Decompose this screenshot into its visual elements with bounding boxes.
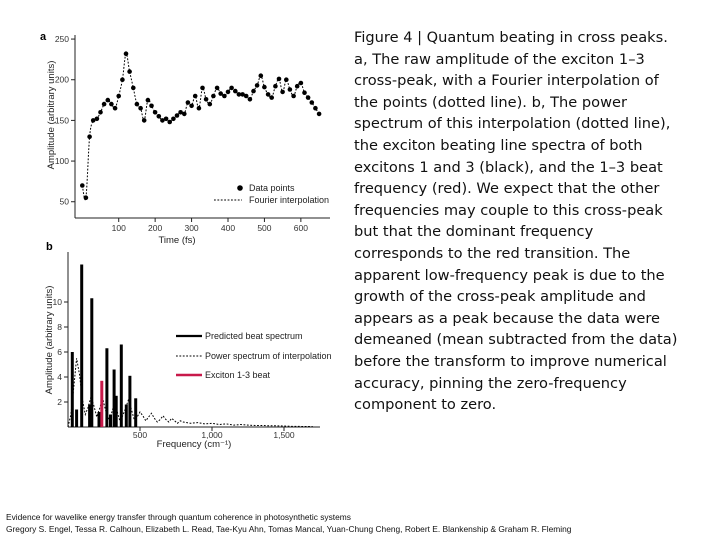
data-point — [189, 104, 194, 109]
data-point — [116, 94, 121, 99]
data-point — [277, 77, 282, 82]
panel-a-x-tick-label: 100 — [111, 223, 126, 233]
panel-a-x-tick-label: 600 — [293, 223, 308, 233]
legend-data-points-marker — [237, 185, 243, 191]
panel-a-y-tick-label: 150 — [54, 115, 69, 126]
data-point — [84, 195, 89, 200]
data-point — [182, 112, 187, 117]
data-point — [113, 106, 118, 111]
panel-a-y-tick-label: 100 — [54, 156, 69, 167]
data-point — [317, 112, 322, 117]
data-point — [299, 81, 304, 86]
panel-b-x-tick-label: 500 — [132, 430, 148, 440]
data-point — [255, 83, 260, 88]
data-point — [138, 106, 143, 111]
data-point — [226, 90, 231, 95]
panel-a-x-label: Time (fs) — [158, 235, 196, 246]
panel-a-x-tick-label: 500 — [257, 223, 272, 233]
data-point — [167, 120, 172, 125]
data-point — [106, 98, 111, 103]
data-point — [248, 97, 253, 102]
paper-title: Evidence for wavelike energy transfer through quantum coherence in photosynthetic systems — [6, 512, 351, 522]
data-point — [208, 102, 213, 107]
data-point — [259, 73, 264, 78]
data-point — [80, 183, 85, 188]
data-point — [124, 51, 129, 56]
data-point — [306, 95, 311, 100]
data-point — [149, 104, 154, 109]
data-point — [222, 94, 227, 99]
data-point — [109, 102, 114, 107]
data-point — [142, 118, 147, 123]
panel-a-x-tick-label: 400 — [220, 223, 236, 233]
data-point — [127, 69, 132, 74]
legend-predicted-beat-label: Predicted beat spectrum — [205, 331, 303, 341]
data-point — [280, 90, 285, 95]
panel-a-label: a — [40, 31, 47, 43]
data-point — [153, 110, 158, 115]
data-point — [164, 117, 169, 122]
data-point — [197, 106, 202, 111]
data-point — [262, 85, 267, 90]
data-point — [295, 84, 300, 89]
data-point — [95, 117, 100, 122]
legend-fourier-interpolation-label: Fourier interpolation — [249, 195, 330, 205]
data-point — [288, 87, 293, 92]
data-point — [175, 113, 180, 118]
data-point — [273, 84, 278, 89]
panel-a — [40, 31, 330, 246]
data-point — [215, 86, 220, 91]
panel-b-y-label: Amplitude (arbitrary units) — [44, 285, 55, 395]
data-point — [200, 86, 205, 91]
panel-a-y-tick-label: 200 — [54, 74, 69, 85]
data-point — [211, 94, 216, 99]
fourier-interpolation-line — [82, 54, 319, 200]
power-spectrum-line — [68, 358, 313, 427]
data-point — [146, 98, 151, 103]
panel-b-label: b — [46, 241, 53, 253]
data-point — [313, 106, 318, 111]
data-point — [229, 86, 234, 91]
figure-panels — [0, 0, 350, 460]
data-point — [171, 117, 176, 122]
panel-a-x-tick-label: 200 — [148, 223, 163, 233]
data-point — [284, 77, 289, 82]
legend-exciton-beat-label: Exciton 1-3 beat — [205, 370, 271, 380]
data-point — [204, 97, 209, 102]
paper-authors: Gregory S. Engel, Tessa R. Calhoun, Elizabeth L. Read, Tae-Kyu Ahn, Tomas Mancal, Yuan-Chung Cheng, Robert E. Blankenship & Graham R. Fleming — [6, 523, 572, 534]
data-point — [269, 95, 274, 100]
data-point — [302, 90, 307, 95]
panel-b-y-tick-label: 2 — [57, 397, 62, 407]
panel-b-x-tick-label: 1,500 — [273, 430, 295, 440]
panel-a-y-label: Amplitude (arbitrary units) — [46, 60, 57, 170]
panel-a-y-tick-label: 250 — [54, 34, 69, 45]
data-point — [157, 114, 162, 119]
panel-b-y-tick-label: 10 — [52, 297, 62, 307]
data-point — [244, 94, 249, 99]
panel-a-y-tick-label: 50 — [59, 196, 69, 207]
data-point — [291, 94, 296, 99]
data-point — [120, 77, 125, 82]
data-point — [186, 100, 191, 105]
data-point — [131, 86, 136, 91]
data-point — [87, 134, 92, 139]
legend-power-spectrum-label: Power spectrum of interpolation — [205, 351, 332, 361]
data-point — [251, 89, 256, 94]
panel-b-x-tick-label: 1,000 — [201, 430, 223, 440]
panel-a-x-tick-label: 300 — [184, 223, 199, 233]
panel-b-y-tick-label: 6 — [57, 347, 62, 357]
data-point — [233, 89, 238, 94]
panel-b-y-tick-label: 8 — [57, 322, 62, 332]
panel-b — [44, 241, 332, 450]
data-point — [98, 110, 103, 115]
data-point — [135, 102, 140, 107]
data-point — [266, 92, 271, 97]
figure-caption: Figure 4 | Quantum beating in cross peaks. a, The raw amplitude of the exciton 1–3 cross-peak, with a Fourier interpolation of the points (dotted line). b, The power spectrum of this interpolation (dotted line), the exciton beating line spectra of both excitons 1 and 3 (black), and the 1–3 beat frequency (red). We expect that the other frequencies may couple to this cross-peak but that the dominant frequency corresponds to the red transition. The apparent low-frequency peak is due to the growth of the cross-peak amplitude and appears as a peak because the data were demeaned (mean subtracted from the data) before the transform to improve numerical accuracy, pinning the zero-frequency component to zero. — [354, 29, 678, 414]
panel-b-y-tick-label: 4 — [57, 372, 62, 382]
legend-data-points-label: Data points — [249, 183, 295, 193]
data-point — [193, 94, 198, 99]
data-point — [102, 102, 107, 107]
data-point — [310, 100, 315, 105]
citation-footer — [6, 512, 718, 535]
panel-b-x-label: Frequency (cm⁻¹) — [156, 439, 232, 450]
